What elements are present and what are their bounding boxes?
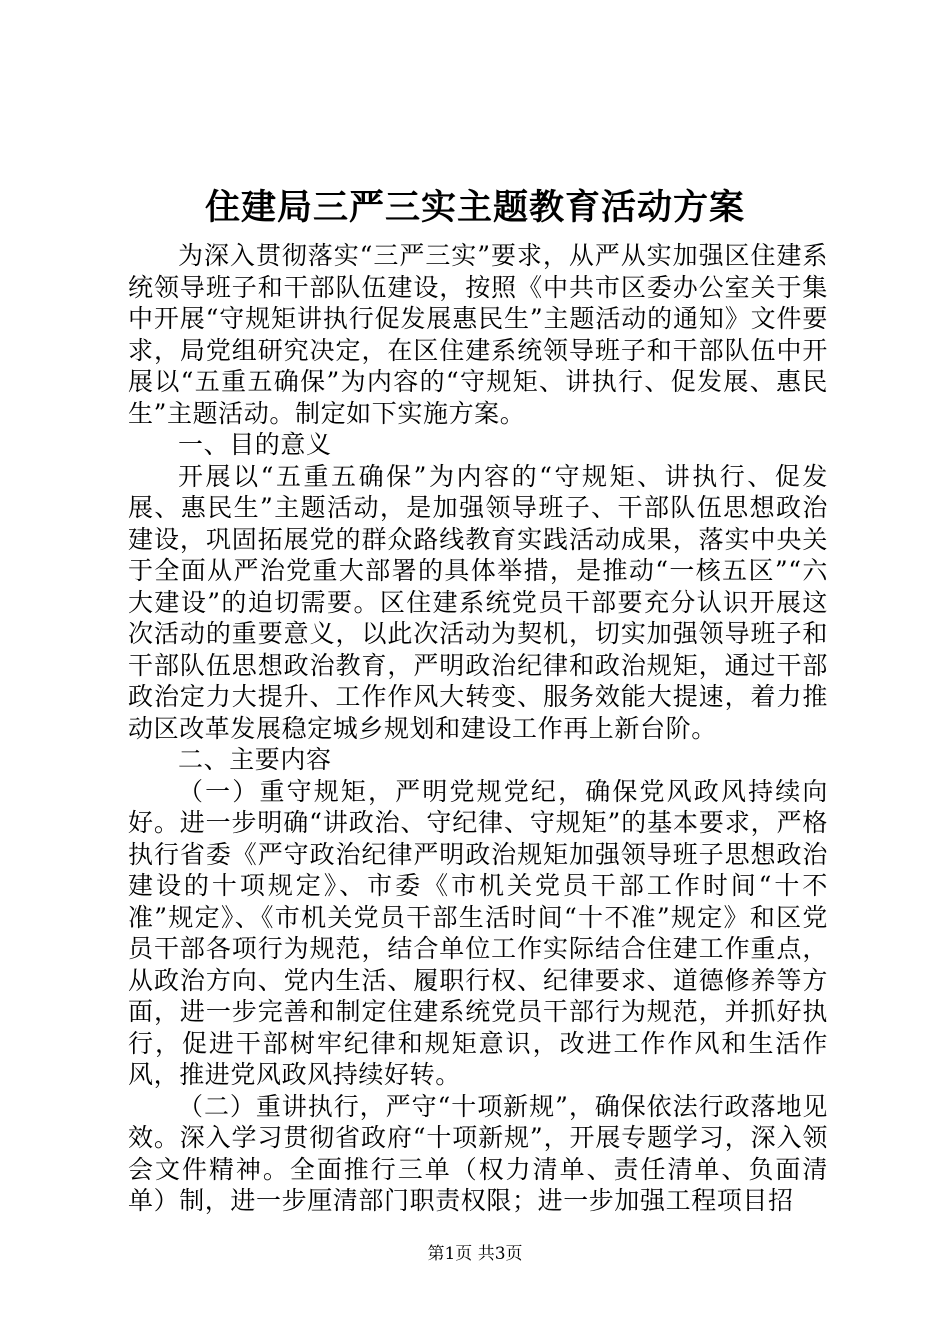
page-number-footer: 第1页 共3页 bbox=[427, 1244, 523, 1264]
document-title: 住建局三严三实主题教育活动方案 bbox=[204, 187, 745, 228]
paragraph-intro: 为深入贯彻落实“三严三实”要求，从严从实加强区住建系统领导班子和干部队伍建设，按照《中共市区委办公室关于集中开展“守规矩讲执行促发展惠民生”主题活动的通知》文件要求，局党组研究决定，在区住建系统领导班子和干部队伍中开展以“五重五确保”为内容的“守规矩、讲执行、促发展、惠民生”主题活动。制定如下实施方案。 bbox=[128, 241, 828, 428]
paragraph-purpose: 开展以“五重五确保”为内容的“守规矩、讲执行、促发展、惠民生”主题活动，是加强领导班子、干部队伍思想政治建设，巩固拓展党的群众路线教育实践活动成果，落实中央关于全面从严治党重大部署的具体举措，是推动“一核五区”“六大建设”的迫切需要。区住建系统党员干部要充分认识开展这次活动的重要意义，以此次活动为契机，切实加强领导班子和干部队伍思想政治教育，严明政治纪律和政治规矩，通过干部政治定力大提升、工作作风大转变、服务效能大提速，着力推动区改革发展稳定城乡规划和建设工作再上新台阶。 bbox=[128, 461, 828, 743]
document-body bbox=[128, 240, 828, 1217]
paragraph-item-2: （二）重讲执行，严守“十项新规”，确保依法行政落地见效。深入学习贯彻省政府“十项新规”，开展专题学习，深入领会文件精神。全面推行三单（权力清单、责任清单、负面清单）制，进一步厘清部门职责权限；进一步加强工程项目招 bbox=[128, 1091, 828, 1215]
heading-main-content: 二、主要内容 bbox=[178, 745, 332, 774]
heading-purpose: 一、目的意义 bbox=[178, 430, 332, 459]
paragraph-item-1: （一）重守规矩，严明党规党纪，确保党风政风持续向好。进一步明确“讲政治、守纪律、守规矩”的基本要求，严格执行省委《严守政治纪律严明政治规矩加强领导班子思想政治建设的十项规定》、市委《市机关党员干部工作时间“十不准”规定》、《市机关党员干部生活时间“十不准”规定》和区党员干部各项行为规范，结合单位工作实际结合住建工作重点，从政治方向、党内生活、履职行权、纪律要求、道德修养等方面，进一步完善和制定住建系统党员干部行为规范，并抓好执行，促进干部树牢纪律和规矩意识，改进工作作风和生活作风，推进党风政风持续好转。 bbox=[128, 776, 828, 1089]
